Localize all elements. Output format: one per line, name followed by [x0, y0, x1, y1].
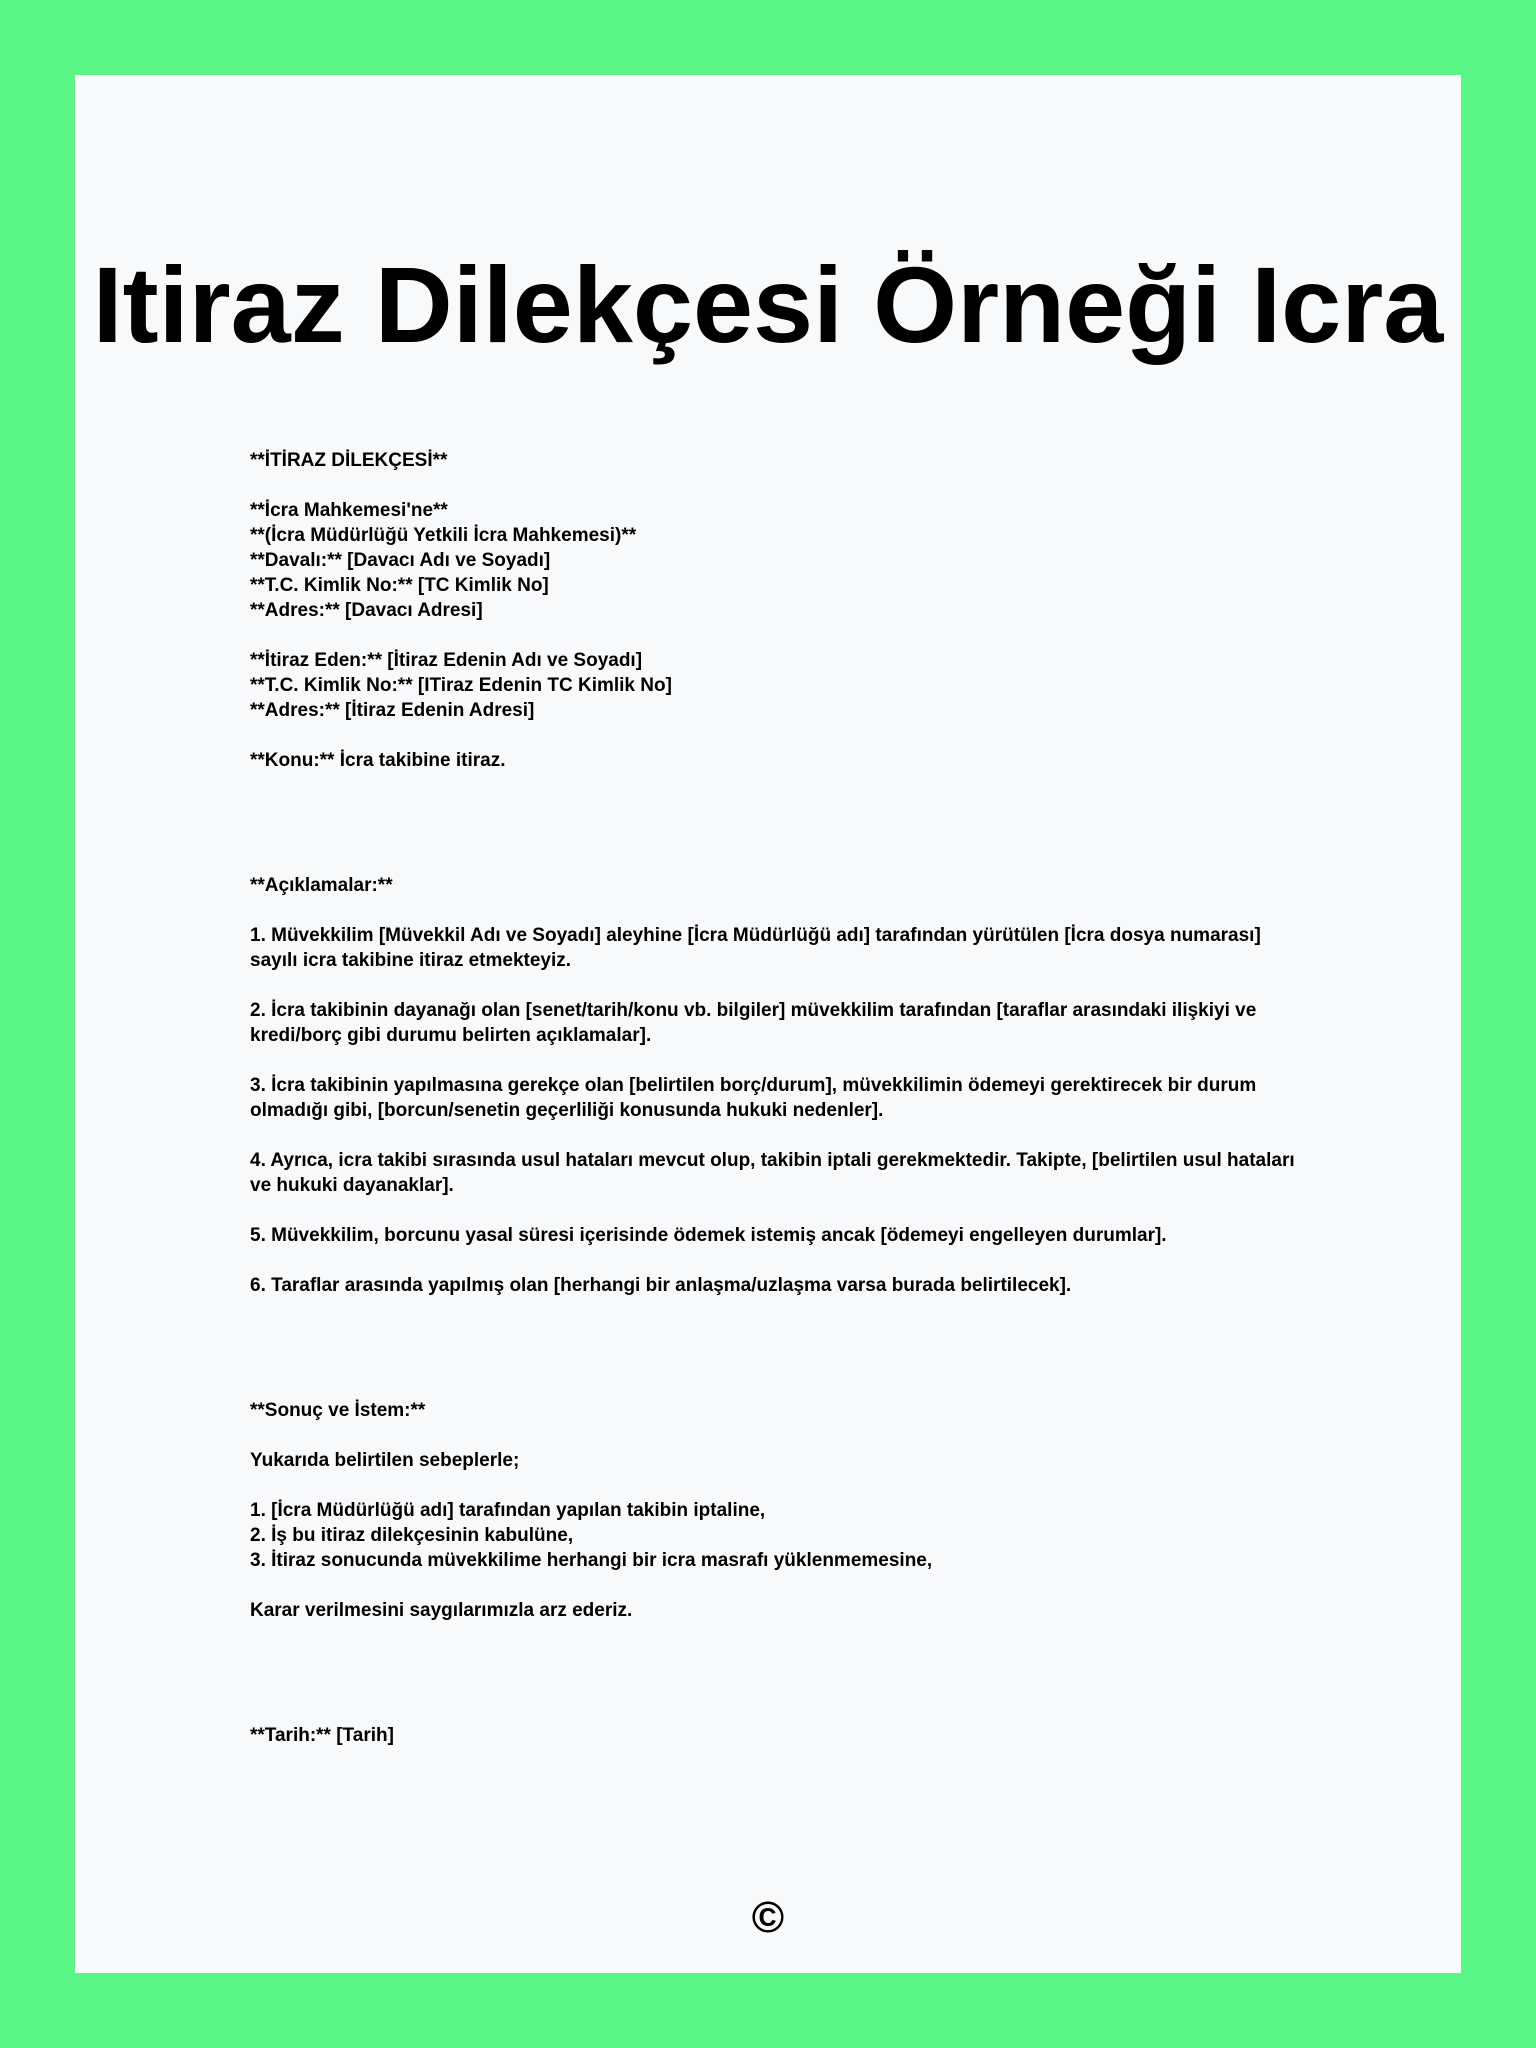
- subject-line: **Konu:** İcra takibine itiraz.: [250, 750, 506, 771]
- defendant-id-line: **T.C. Kimlik No:** [TC Kimlik No]: [250, 575, 549, 596]
- request-item: 2. İş bu itiraz dilekçesinin kabulüne,: [250, 1525, 574, 1546]
- document-page: [75, 75, 1461, 1973]
- explanations-heading: **Açıklamalar:**: [250, 875, 393, 896]
- defendant-address-line: **Adres:** [Davacı Adresi]: [250, 600, 483, 621]
- court-line: **İcra Mahkemesi'ne**: [250, 500, 448, 521]
- court-line: **(İcra Müdürlüğü Yetkili İcra Mahkemesi)**: [250, 525, 637, 546]
- conclusion-heading: **Sonuç ve İstem:**: [250, 1400, 426, 1421]
- petition-heading: **İTİRAZ DİLEKÇESİ**: [250, 450, 448, 471]
- objector-line: **İtiraz Eden:** [İtiraz Edenin Adı ve Soyadı]: [250, 650, 643, 671]
- objector-address-line: **Adres:** [İtiraz Edenin Adresi]: [250, 700, 535, 721]
- explanation-item: 2. İcra takibinin dayanağı olan [senet/tarih/konu vb. bilgiler] müvekkilim tarafından [taraflar arasındaki ilişkiyi ve kredi/borç gibi durumu belirten açıklamalar].: [250, 1000, 1262, 1046]
- petition-body: [250, 448, 1310, 1748]
- request-item: 1. [İcra Müdürlüğü adı] tarafından yapılan takibin iptaline,: [250, 1500, 766, 1521]
- conclusion-intro: Yukarıda belirtilen sebeplerle;: [250, 1450, 520, 1471]
- explanation-item: 5. Müvekkilim, borcunu yasal süresi içerisinde ödemek istemiş ancak [ödemeyi engelleyen durumlar].: [250, 1225, 1167, 1246]
- request-item: 3. İtiraz sonucunda müvekkilime herhangi bir icra masrafı yüklenmemesine,: [250, 1550, 933, 1571]
- explanation-item: 1. Müvekkilim [Müvekkil Adı ve Soyadı] aleyhine [İcra Müdürlüğü adı] tarafından yürütülen [İcra dosya numarası] sayılı icra takibine itiraz etmekteyiz.: [250, 925, 1267, 971]
- page-title: Itiraz Dilekçesi Örneği Icra: [92, 244, 1444, 365]
- objector-id-line: **T.C. Kimlik No:** [ITiraz Edenin TC Kimlik No]: [250, 675, 672, 696]
- explanation-item: 6. Taraflar arasında yapılmış olan [herhangi bir anlaşma/uzlaşma varsa burada belirtilecek].: [250, 1275, 1072, 1296]
- closing-line: Karar verilmesini saygılarımızla arz ederiz.: [250, 1600, 633, 1621]
- date-line: **Tarih:** [Tarih]: [250, 1725, 394, 1746]
- copyright-icon: ©: [751, 1893, 785, 1942]
- explanation-item: 3. İcra takibinin yapılmasına gerekçe olan [belirtilen borç/durum], müvekkilimin ödemeyi gerektirecek bir durum olmadığı gibi, [borcun/senetin geçerliliği konusunda hukuki nedenler].: [250, 1075, 1262, 1121]
- explanation-item: 4. Ayrıca, icra takibi sırasında usul hataları mevcut olup, takibin iptali gerekmektedir. Takipte, [belirtilen usul hataları ve hukuki dayanaklar].: [250, 1150, 1300, 1196]
- defendant-line: **Davalı:** [Davacı Adı ve Soyadı]: [250, 550, 551, 571]
